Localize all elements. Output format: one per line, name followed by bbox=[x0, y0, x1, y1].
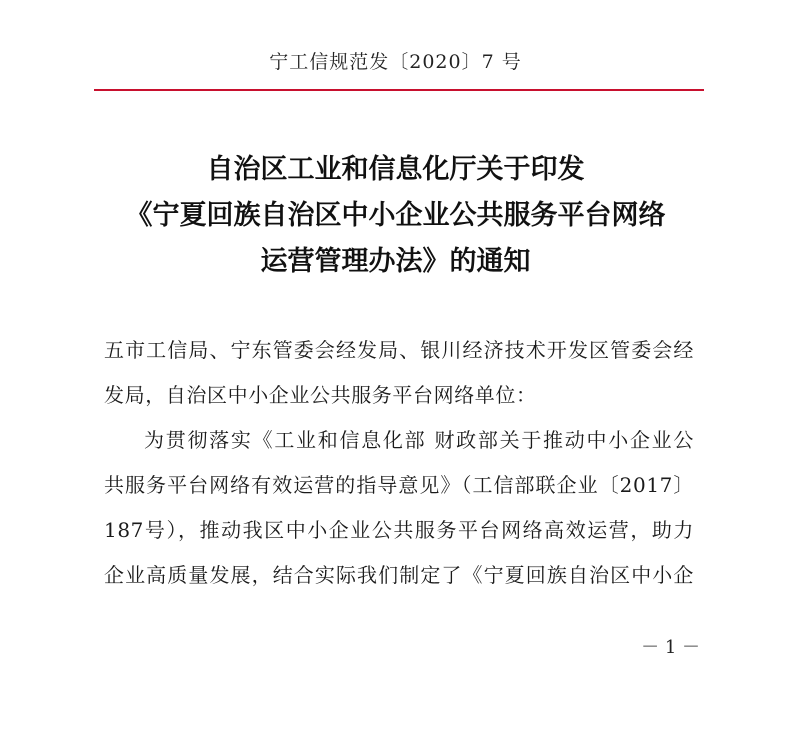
title-line-1: 自治区工业和信息化厅关于印发 bbox=[206, 154, 585, 185]
title-line-2: 《宁夏回族自治区中小企业公共服务平台网络 bbox=[125, 200, 666, 231]
addressee-line-2: 发局，自治区中小企业公共服务平台网络单位： bbox=[104, 383, 537, 407]
paragraph-line-1: 为贯彻落实《工业和信息化部 财政部关于推动中小企业公 bbox=[144, 428, 694, 452]
addressee-line-1: 五市工信局、宁东管委会经发局、银川经济技术开发区管委会经 bbox=[104, 338, 694, 362]
paragraph-line-3: 187号），推动我区中小企业公共服务平台网络高效运营，助力 bbox=[104, 518, 694, 542]
document-number: 宁工信规范发〔2020〕7 号 bbox=[269, 51, 522, 73]
red-header-rule bbox=[94, 89, 704, 91]
title-line-3: 运营管理办法》的通知 bbox=[260, 246, 531, 277]
document-body bbox=[104, 328, 694, 598]
page-number: － 1 － bbox=[641, 637, 700, 658]
document-title bbox=[0, 147, 791, 285]
paragraph-line-2: 共服务平台网络有效运营的指导意见》（工信部联企业〔2017〕 bbox=[104, 473, 694, 497]
paragraph-line-4: 企业高质量发展，结合实际我们制定了《宁夏回族自治区中小企 bbox=[104, 563, 694, 587]
